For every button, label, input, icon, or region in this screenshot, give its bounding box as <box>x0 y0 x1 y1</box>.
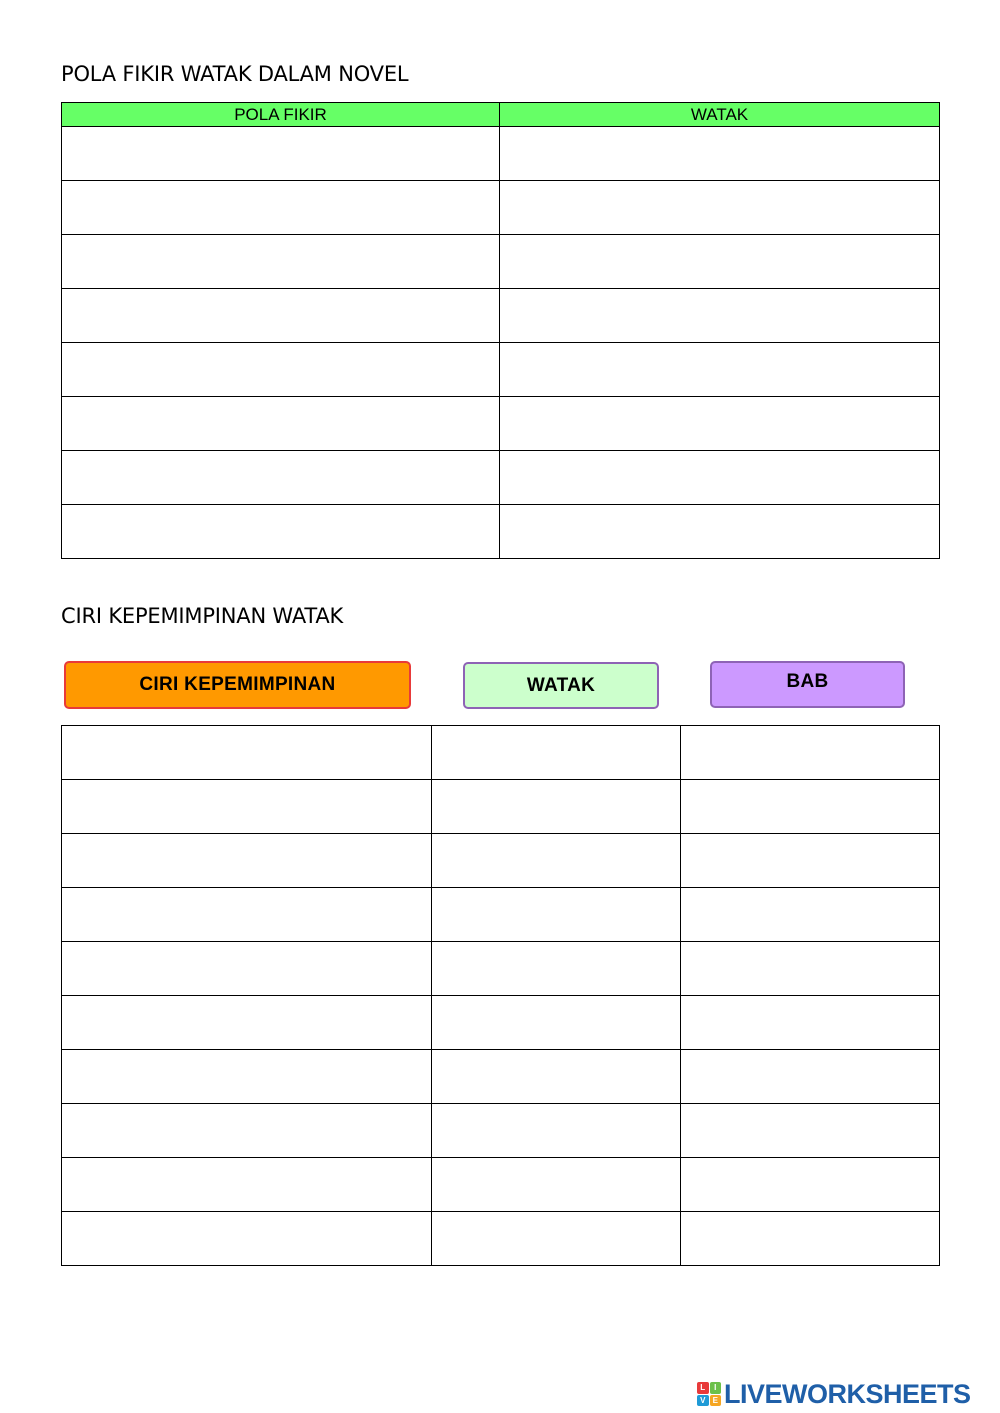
ciri-kepemimpinan-answer-cell[interactable] <box>432 1212 681 1266</box>
ciri-kepemimpinan-answer-cell[interactable] <box>432 942 681 996</box>
ciri-kepemimpinan-answer-cell[interactable] <box>62 780 432 834</box>
pola-fikir-table <box>61 102 940 559</box>
ciri-kepemimpinan-answer-cell[interactable] <box>62 726 432 780</box>
table-row <box>62 1104 940 1158</box>
ciri-kepemimpinan-answer-cell[interactable] <box>681 942 940 996</box>
liveworksheets-logo[interactable] <box>697 1377 971 1411</box>
ciri-kepemimpinan-label-box[interactable] <box>64 661 411 709</box>
ciri-kepemimpinan-answer-cell[interactable] <box>62 942 432 996</box>
column-header-pola-fikir: POLA FIKIR <box>62 103 500 127</box>
bab-label: BAB <box>786 670 829 692</box>
ciri-kepemimpinan-answer-cell[interactable] <box>62 834 432 888</box>
table-row <box>62 451 940 505</box>
ciri-kepemimpinan-answer-cell[interactable] <box>432 726 681 780</box>
table-row <box>62 289 940 343</box>
table-row <box>62 780 940 834</box>
ciri-kepemimpinan-answer-cell[interactable] <box>681 1104 940 1158</box>
watak-label: WATAK <box>526 674 596 696</box>
ciri-kepemimpinan-label: CIRI KEPEMIMPINAN <box>139 674 336 695</box>
ciri-kepemimpinan-table <box>61 725 940 1266</box>
ciri-kepemimpinan-answer-cell[interactable] <box>432 1104 681 1158</box>
pola-fikir-answer-cell[interactable] <box>62 343 500 397</box>
table-row <box>62 1212 940 1266</box>
table-row <box>62 834 940 888</box>
ciri-kepemimpinan-answer-cell[interactable] <box>681 1212 940 1266</box>
pola-fikir-answer-cell[interactable] <box>500 127 940 181</box>
logo-text: LIVEWORKSHEETS <box>724 1378 971 1409</box>
pola-fikir-answer-cell[interactable] <box>500 505 940 559</box>
pola-fikir-answer-cell[interactable] <box>62 127 500 181</box>
pola-fikir-answer-cell[interactable] <box>62 235 500 289</box>
ciri-kepemimpinan-answer-cell[interactable] <box>681 834 940 888</box>
ciri-kepemimpinan-answer-cell[interactable] <box>681 1158 940 1212</box>
liveworksheets-logo-icon: L I V E <box>697 1382 721 1406</box>
ciri-kepemimpinan-answer-cell[interactable] <box>432 1158 681 1212</box>
ciri-kepemimpinan-answer-cell[interactable] <box>432 780 681 834</box>
ciri-kepemimpinan-answer-cell[interactable] <box>432 1050 681 1104</box>
table-row <box>62 127 940 181</box>
ciri-kepemimpinan-answer-cell[interactable] <box>62 1212 432 1266</box>
table-row <box>62 343 940 397</box>
pola-fikir-answer-cell[interactable] <box>62 451 500 505</box>
pola-fikir-answer-cell[interactable] <box>62 505 500 559</box>
pola-fikir-answer-cell[interactable] <box>500 235 940 289</box>
table-row <box>62 726 940 780</box>
ciri-kepemimpinan-answer-cell[interactable] <box>681 780 940 834</box>
pola-fikir-answer-cell[interactable] <box>62 289 500 343</box>
table-row <box>62 181 940 235</box>
pola-fikir-answer-cell[interactable] <box>62 181 500 235</box>
ciri-kepemimpinan-answer-cell[interactable] <box>62 1158 432 1212</box>
pola-fikir-answer-cell[interactable] <box>500 289 940 343</box>
table-row <box>62 942 940 996</box>
table-row <box>62 397 940 451</box>
table-row <box>62 235 940 289</box>
ciri-kepemimpinan-answer-cell[interactable] <box>681 1050 940 1104</box>
ciri-kepemimpinan-answer-cell[interactable] <box>62 1050 432 1104</box>
ciri-kepemimpinan-answer-cell[interactable] <box>432 996 681 1050</box>
watak-label-box[interactable] <box>463 662 659 709</box>
ciri-kepemimpinan-answer-cell[interactable] <box>681 726 940 780</box>
ciri-kepemimpinan-answer-cell[interactable] <box>62 1104 432 1158</box>
table-header-row <box>62 103 940 127</box>
pola-fikir-answer-cell[interactable] <box>500 343 940 397</box>
pola-fikir-answer-cell[interactable] <box>500 397 940 451</box>
pola-fikir-answer-cell[interactable] <box>500 451 940 505</box>
pola-fikir-answer-cell[interactable] <box>62 397 500 451</box>
ciri-kepemimpinan-answer-cell[interactable] <box>62 996 432 1050</box>
section-title-pola-fikir: POLA FIKIR WATAK DALAM NOVEL <box>61 62 409 86</box>
bab-label-box[interactable] <box>710 661 905 708</box>
table-row <box>62 996 940 1050</box>
table-row <box>62 888 940 942</box>
ciri-kepemimpinan-answer-cell[interactable] <box>62 888 432 942</box>
table-row <box>62 1158 940 1212</box>
column-header-watak: WATAK <box>500 103 940 127</box>
pola-fikir-answer-cell[interactable] <box>500 181 940 235</box>
ciri-kepemimpinan-answer-cell[interactable] <box>432 834 681 888</box>
ciri-kepemimpinan-answer-cell[interactable] <box>681 996 940 1050</box>
table-row <box>62 505 940 559</box>
section-title-ciri-kepemimpinan: CIRI KEPEMIMPINAN WATAK <box>61 604 344 628</box>
ciri-kepemimpinan-answer-cell[interactable] <box>681 888 940 942</box>
ciri-kepemimpinan-answer-cell[interactable] <box>432 888 681 942</box>
table-row <box>62 1050 940 1104</box>
